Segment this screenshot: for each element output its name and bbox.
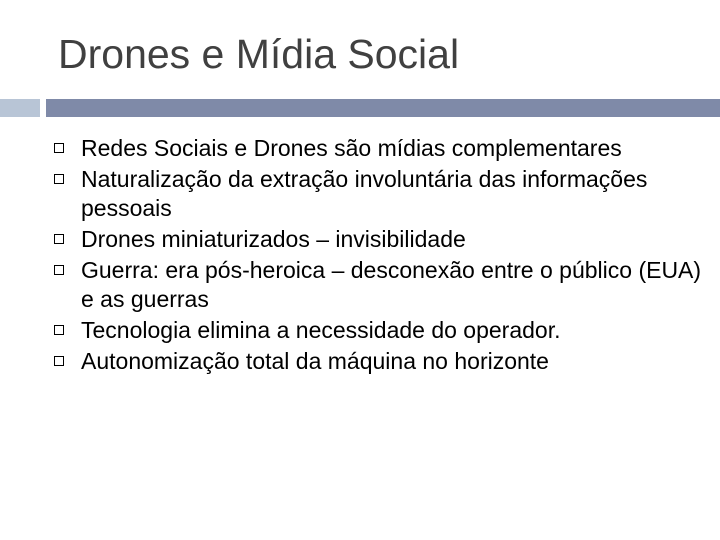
bullet-item — [52, 316, 712, 345]
hollow-square-bullet-icon — [54, 325, 64, 335]
slide-title: Drones e Mídia Social — [58, 31, 460, 77]
title-rule-left-accent — [0, 99, 40, 117]
bullet-item — [52, 256, 712, 314]
hollow-square-bullet-icon — [54, 143, 64, 153]
bullet-item — [52, 347, 712, 376]
hollow-square-bullet-icon — [54, 265, 64, 275]
bullet-list — [52, 134, 712, 378]
bullet-text: Tecnologia elimina a necessidade do operador. — [81, 317, 561, 343]
bullet-item — [52, 134, 712, 163]
bullet-text: Redes Sociais e Drones são mídias complementares — [81, 135, 622, 161]
title-rule-right-bar — [46, 99, 720, 117]
bullet-item — [52, 165, 712, 223]
bullet-text: Naturalização da extração involuntária das informações pessoais — [81, 166, 648, 221]
bullet-text: Autonomização total da máquina no horizonte — [81, 348, 549, 374]
hollow-square-bullet-icon — [54, 356, 64, 366]
bullet-item — [52, 225, 712, 254]
bullet-text: Drones miniaturizados – invisibilidade — [81, 226, 466, 252]
bullet-text: Guerra: era pós-heroica – desconexão entre o público (EUA) e as guerras — [81, 257, 702, 312]
hollow-square-bullet-icon — [54, 174, 64, 184]
hollow-square-bullet-icon — [54, 234, 64, 244]
